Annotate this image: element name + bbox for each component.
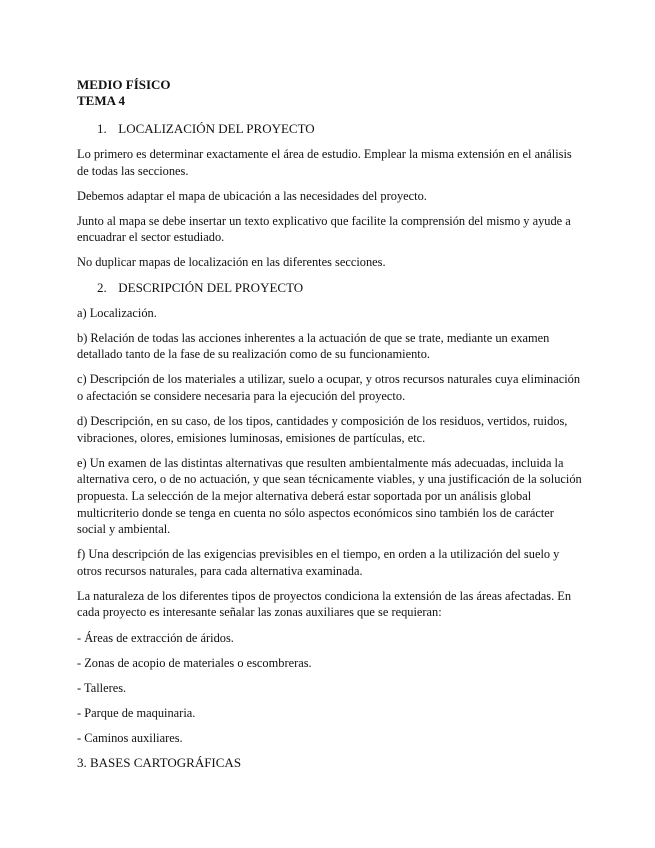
section-1-paragraph: Junto al mapa se debe insertar un texto explicativo que facilite la comprensión del mismo y ayude a encuadrar el sector estudiado. [77,213,571,245]
section-1-paragraph: Debemos adaptar el mapa de ubicación a las necesidades del proyecto. [77,188,427,203]
list-item: - Zonas de acopio de materiales o escombreras. [77,655,312,670]
section-2-heading [77,280,582,296]
list-item: - Talleres. [77,680,127,695]
section-1-paragraph: Lo primero es determinar exactamente el área de estudio. Emplear la misma extensión en el análisis de todas las secciones. [77,147,572,178]
section-2-paragraph: f) Una descripción de las exigencias previsibles en el tiempo, en orden a la utilización del suelo y otros recursos naturales, para cada alternativa examinada. [77,547,560,578]
list-item: - Caminos auxiliares. [77,730,183,745]
section-2-paragraph: a) Localización. [77,305,157,320]
topic-title: TEMA 4 [77,93,126,108]
section-2-paragraph: d) Descripción, en su caso, de los tipos, cantidades y composición de los residuos, vertidos, ruidos, vibraciones, olores, emisiones luminosas, emisiones de partículas, etc. [77,414,568,445]
section-3-heading: 3. BASES CARTOGRÁFICAS [77,755,242,771]
document-title [77,77,582,109]
section-2-paragraph: e) Un examen de las distintas alternativas que resulten ambientalmente más adecuadas, incluida la alternativa cero, o de no actuación, y que sean técnicamente viables, y una justificación de la solución propuesta. La selección de la mejor alternativa deberá estar soportada por un análisis global multicriterio donde se tenga en cuenta no sólo aspectos económicos sino también los de carácter social y ambiental. [77,455,582,537]
subject-title: MEDIO FÍSICO [77,77,171,92]
section-1-paragraph: No duplicar mapas de localización en las diferentes secciones. [77,255,386,270]
section-1-heading [77,121,582,137]
document-page [77,77,582,780]
section-2-title: DESCRIPCIÓN DEL PROYECTO [118,279,304,295]
section-1-number: 1. [97,121,107,136]
section-2-paragraph: c) Descripción de los materiales a utilizar, suelo a ocupar, y otros recursos naturales cuya eliminación o afectación se considere necesaria para la ejecución del proyecto. [77,372,581,403]
section-1-title: LOCALIZACIÓN DEL PROYECTO [118,121,315,136]
section-2-paragraph: b) Relación de todas las acciones inherentes a la actuación de que se trate, mediante un examen detallado tanto de la fase de su realización como de su funcionamiento. [77,330,550,362]
section-2-paragraph: La naturaleza de los diferentes tipos de proyectos condiciona la extensión de las áreas afectadas. En cada proyecto es interesante señalar las zonas auxiliares que se requieran: [77,588,572,620]
section-2-number: 2. [97,279,107,295]
list-item: - Áreas de extracción de áridos. [77,630,234,645]
list-item: - Parque de maquinaria. [77,705,196,720]
